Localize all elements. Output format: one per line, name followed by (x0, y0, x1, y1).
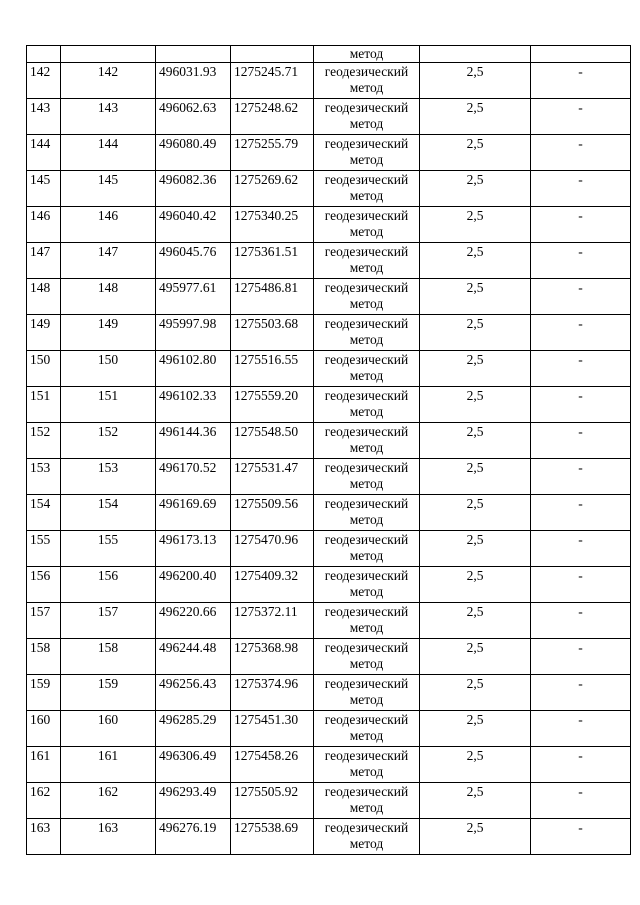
method-line-1: геодезический (324, 460, 409, 475)
y-coordinate-cell: 1275531.47 (231, 459, 314, 495)
cell-empty (156, 46, 231, 63)
accuracy-cell: 2,5 (420, 531, 531, 567)
method-line-2: метод (349, 476, 384, 491)
method-line-1: геодезический (324, 136, 409, 151)
note-cell: - (531, 495, 631, 531)
table-row (27, 459, 631, 495)
coordinates-table (26, 45, 631, 855)
method-line-1: геодезический (324, 352, 409, 367)
method-cell (314, 387, 420, 423)
method-line-1: геодезический (324, 820, 409, 835)
note-cell: - (531, 675, 631, 711)
y-coordinate-cell: 1275245.71 (231, 63, 314, 99)
y-coordinate-cell: 1275505.92 (231, 783, 314, 819)
point-number-repeat-cell: 152 (61, 423, 156, 459)
x-coordinate-cell: 496040.42 (156, 207, 231, 243)
note-cell: - (531, 315, 631, 351)
point-number-cell: 143 (27, 99, 61, 135)
y-coordinate-cell: 1275368.98 (231, 639, 314, 675)
accuracy-cell: 2,5 (420, 423, 531, 459)
method-cell (314, 315, 420, 351)
point-number-cell: 146 (27, 207, 61, 243)
point-number-cell: 144 (27, 135, 61, 171)
accuracy-cell: 2,5 (420, 639, 531, 675)
note-cell: - (531, 171, 631, 207)
method-cell (314, 747, 420, 783)
y-coordinate-cell: 1275470.96 (231, 531, 314, 567)
y-coordinate-cell: 1275361.51 (231, 243, 314, 279)
note-cell: - (531, 711, 631, 747)
table-row (27, 567, 631, 603)
point-number-repeat-cell: 154 (61, 495, 156, 531)
y-coordinate-cell: 1275458.26 (231, 747, 314, 783)
x-coordinate-cell: 496082.36 (156, 171, 231, 207)
table-row (27, 531, 631, 567)
accuracy-cell: 2,5 (420, 135, 531, 171)
point-number-repeat-cell: 157 (61, 603, 156, 639)
table-row (27, 675, 631, 711)
point-number-repeat-cell: 156 (61, 567, 156, 603)
accuracy-cell: 2,5 (420, 567, 531, 603)
method-line-2: метод (349, 584, 384, 599)
x-coordinate-cell: 496293.49 (156, 783, 231, 819)
y-coordinate-cell: 1275255.79 (231, 135, 314, 171)
method-cell (314, 243, 420, 279)
note-cell: - (531, 639, 631, 675)
cell-empty (231, 46, 314, 63)
table-row (27, 315, 631, 351)
accuracy-cell: 2,5 (420, 207, 531, 243)
x-coordinate-cell: 496276.19 (156, 819, 231, 855)
point-number-repeat-cell: 151 (61, 387, 156, 423)
method-cell (314, 603, 420, 639)
point-number-repeat-cell: 155 (61, 531, 156, 567)
note-cell: - (531, 783, 631, 819)
method-line-2: метод (349, 728, 384, 743)
method-line-2: метод (349, 548, 384, 563)
y-coordinate-cell: 1275548.50 (231, 423, 314, 459)
accuracy-cell: 2,5 (420, 819, 531, 855)
y-coordinate-cell: 1275248.62 (231, 99, 314, 135)
x-coordinate-cell: 496306.49 (156, 747, 231, 783)
method-line-1: геодезический (324, 748, 409, 763)
point-number-cell: 147 (27, 243, 61, 279)
x-coordinate-cell: 496244.48 (156, 639, 231, 675)
method-line-1: геодезический (324, 712, 409, 727)
cell-empty (420, 46, 531, 63)
x-coordinate-cell: 496031.93 (156, 63, 231, 99)
accuracy-cell: 2,5 (420, 603, 531, 639)
accuracy-cell: 2,5 (420, 63, 531, 99)
y-coordinate-cell: 1275516.55 (231, 351, 314, 387)
method-line-2: метод (349, 152, 384, 167)
x-coordinate-cell: 496173.13 (156, 531, 231, 567)
table-row (27, 495, 631, 531)
accuracy-cell: 2,5 (420, 315, 531, 351)
point-number-repeat-cell: 148 (61, 279, 156, 315)
method-line-2: метод (349, 188, 384, 203)
point-number-cell: 152 (27, 423, 61, 459)
point-number-cell: 145 (27, 171, 61, 207)
method-line-1: геодезический (324, 172, 409, 187)
method-line-1: геодезический (324, 640, 409, 655)
note-cell: - (531, 207, 631, 243)
x-coordinate-cell: 496285.29 (156, 711, 231, 747)
method-line-1: геодезический (324, 244, 409, 259)
method-line-1: геодезический (324, 568, 409, 583)
table-row (27, 783, 631, 819)
continuation-row (27, 46, 631, 63)
accuracy-cell: 2,5 (420, 243, 531, 279)
accuracy-cell: 2,5 (420, 711, 531, 747)
table-row (27, 279, 631, 315)
point-number-cell: 160 (27, 711, 61, 747)
point-number-cell: 151 (27, 387, 61, 423)
method-line-2: метод (349, 332, 384, 347)
point-number-repeat-cell: 162 (61, 783, 156, 819)
y-coordinate-cell: 1275269.62 (231, 171, 314, 207)
point-number-repeat-cell: 145 (61, 171, 156, 207)
point-number-cell: 163 (27, 819, 61, 855)
method-line-1: геодезический (324, 280, 409, 295)
method-cell (314, 99, 420, 135)
point-number-cell: 156 (27, 567, 61, 603)
x-coordinate-cell: 496170.52 (156, 459, 231, 495)
note-cell: - (531, 63, 631, 99)
cell-empty (61, 46, 156, 63)
point-number-cell: 161 (27, 747, 61, 783)
table-row (27, 171, 631, 207)
table-row (27, 423, 631, 459)
method-cell (314, 207, 420, 243)
point-number-cell: 142 (27, 63, 61, 99)
method-line-2: метод (349, 224, 384, 239)
method-cell (314, 531, 420, 567)
note-cell: - (531, 351, 631, 387)
point-number-cell: 154 (27, 495, 61, 531)
table-row (27, 639, 631, 675)
accuracy-cell: 2,5 (420, 747, 531, 783)
method-line-2: метод (349, 116, 384, 131)
accuracy-cell: 2,5 (420, 99, 531, 135)
point-number-cell: 148 (27, 279, 61, 315)
note-cell: - (531, 99, 631, 135)
method-cell (314, 819, 420, 855)
method-cell (314, 675, 420, 711)
method-line-2: метод (349, 656, 384, 671)
table-row (27, 351, 631, 387)
table-row (27, 63, 631, 99)
method-cell (314, 63, 420, 99)
method-line-2: метод (349, 440, 384, 455)
x-coordinate-cell: 496256.43 (156, 675, 231, 711)
table-row (27, 99, 631, 135)
method-line-2: метод (349, 260, 384, 275)
accuracy-cell: 2,5 (420, 783, 531, 819)
x-coordinate-cell: 496102.80 (156, 351, 231, 387)
method-line-1: геодезический (324, 316, 409, 331)
table-row (27, 135, 631, 171)
table-body (27, 46, 631, 855)
y-coordinate-cell: 1275509.56 (231, 495, 314, 531)
x-coordinate-cell: 496144.36 (156, 423, 231, 459)
table-row (27, 747, 631, 783)
y-coordinate-cell: 1275409.32 (231, 567, 314, 603)
method-cell (314, 423, 420, 459)
method-cell: метод (314, 46, 420, 63)
method-cell (314, 567, 420, 603)
accuracy-cell: 2,5 (420, 171, 531, 207)
point-number-repeat-cell: 144 (61, 135, 156, 171)
method-line-1: геодезический (324, 532, 409, 547)
method-line-2: метод (349, 512, 384, 527)
y-coordinate-cell: 1275503.68 (231, 315, 314, 351)
point-number-repeat-cell: 150 (61, 351, 156, 387)
method-line-2: метод (349, 80, 384, 95)
point-number-repeat-cell: 149 (61, 315, 156, 351)
y-coordinate-cell: 1275340.25 (231, 207, 314, 243)
note-cell: - (531, 531, 631, 567)
table-row (27, 207, 631, 243)
cell-empty (27, 46, 61, 63)
table-row (27, 603, 631, 639)
method-cell (314, 279, 420, 315)
note-cell: - (531, 819, 631, 855)
y-coordinate-cell: 1275451.30 (231, 711, 314, 747)
point-number-repeat-cell: 143 (61, 99, 156, 135)
method-line-2: метод (349, 692, 384, 707)
x-coordinate-cell: 496102.33 (156, 387, 231, 423)
table-row (27, 243, 631, 279)
point-number-repeat-cell: 161 (61, 747, 156, 783)
point-number-cell: 159 (27, 675, 61, 711)
method-cell (314, 171, 420, 207)
point-number-cell: 149 (27, 315, 61, 351)
note-cell: - (531, 279, 631, 315)
x-coordinate-cell: 496200.40 (156, 567, 231, 603)
method-line-2: метод (349, 296, 384, 311)
note-cell: - (531, 387, 631, 423)
method-line-1: геодезический (324, 100, 409, 115)
method-line-1: геодезический (324, 676, 409, 691)
method-line-2: метод (349, 620, 384, 635)
table-row (27, 711, 631, 747)
accuracy-cell: 2,5 (420, 351, 531, 387)
point-number-cell: 153 (27, 459, 61, 495)
method-cell (314, 711, 420, 747)
x-coordinate-cell: 496045.76 (156, 243, 231, 279)
y-coordinate-cell: 1275374.96 (231, 675, 314, 711)
note-cell: - (531, 459, 631, 495)
point-number-cell: 157 (27, 603, 61, 639)
point-number-cell: 158 (27, 639, 61, 675)
accuracy-cell: 2,5 (420, 495, 531, 531)
method-cell (314, 459, 420, 495)
point-number-cell: 162 (27, 783, 61, 819)
method-line-2: метод (349, 404, 384, 419)
method-line-1: геодезический (324, 388, 409, 403)
note-cell: - (531, 567, 631, 603)
method-line-1: геодезический (324, 496, 409, 511)
method-line-1: геодезический (324, 424, 409, 439)
note-cell: - (531, 423, 631, 459)
point-number-repeat-cell: 163 (61, 819, 156, 855)
note-cell: - (531, 603, 631, 639)
point-number-repeat-cell: 159 (61, 675, 156, 711)
x-coordinate-cell: 496080.49 (156, 135, 231, 171)
x-coordinate-cell: 495997.98 (156, 315, 231, 351)
point-number-cell: 155 (27, 531, 61, 567)
method-line-2: метод (349, 800, 384, 815)
x-coordinate-cell: 496062.63 (156, 99, 231, 135)
y-coordinate-cell: 1275538.69 (231, 819, 314, 855)
method-line-1: геодезический (324, 604, 409, 619)
method-line-1: геодезический (324, 64, 409, 79)
note-cell: - (531, 135, 631, 171)
cell-empty (531, 46, 631, 63)
y-coordinate-cell: 1275486.81 (231, 279, 314, 315)
table-row (27, 819, 631, 855)
method-cell (314, 135, 420, 171)
point-number-repeat-cell: 146 (61, 207, 156, 243)
x-coordinate-cell: 496220.66 (156, 603, 231, 639)
point-number-repeat-cell: 147 (61, 243, 156, 279)
point-number-repeat-cell: 160 (61, 711, 156, 747)
point-number-cell: 150 (27, 351, 61, 387)
accuracy-cell: 2,5 (420, 675, 531, 711)
y-coordinate-cell: 1275372.11 (231, 603, 314, 639)
method-cell (314, 495, 420, 531)
method-line-1: геодезический (324, 208, 409, 223)
point-number-repeat-cell: 142 (61, 63, 156, 99)
method-cell (314, 783, 420, 819)
point-number-repeat-cell: 158 (61, 639, 156, 675)
accuracy-cell: 2,5 (420, 279, 531, 315)
table-row (27, 387, 631, 423)
method-line-2: метод (349, 836, 384, 851)
point-number-repeat-cell: 153 (61, 459, 156, 495)
x-coordinate-cell: 495977.61 (156, 279, 231, 315)
y-coordinate-cell: 1275559.20 (231, 387, 314, 423)
note-cell: - (531, 747, 631, 783)
method-line-2: метод (349, 368, 384, 383)
accuracy-cell: 2,5 (420, 387, 531, 423)
note-cell: - (531, 243, 631, 279)
method-line-2: метод (349, 764, 384, 779)
method-line-1: геодезический (324, 784, 409, 799)
method-cell (314, 351, 420, 387)
x-coordinate-cell: 496169.69 (156, 495, 231, 531)
method-cell (314, 639, 420, 675)
accuracy-cell: 2,5 (420, 459, 531, 495)
